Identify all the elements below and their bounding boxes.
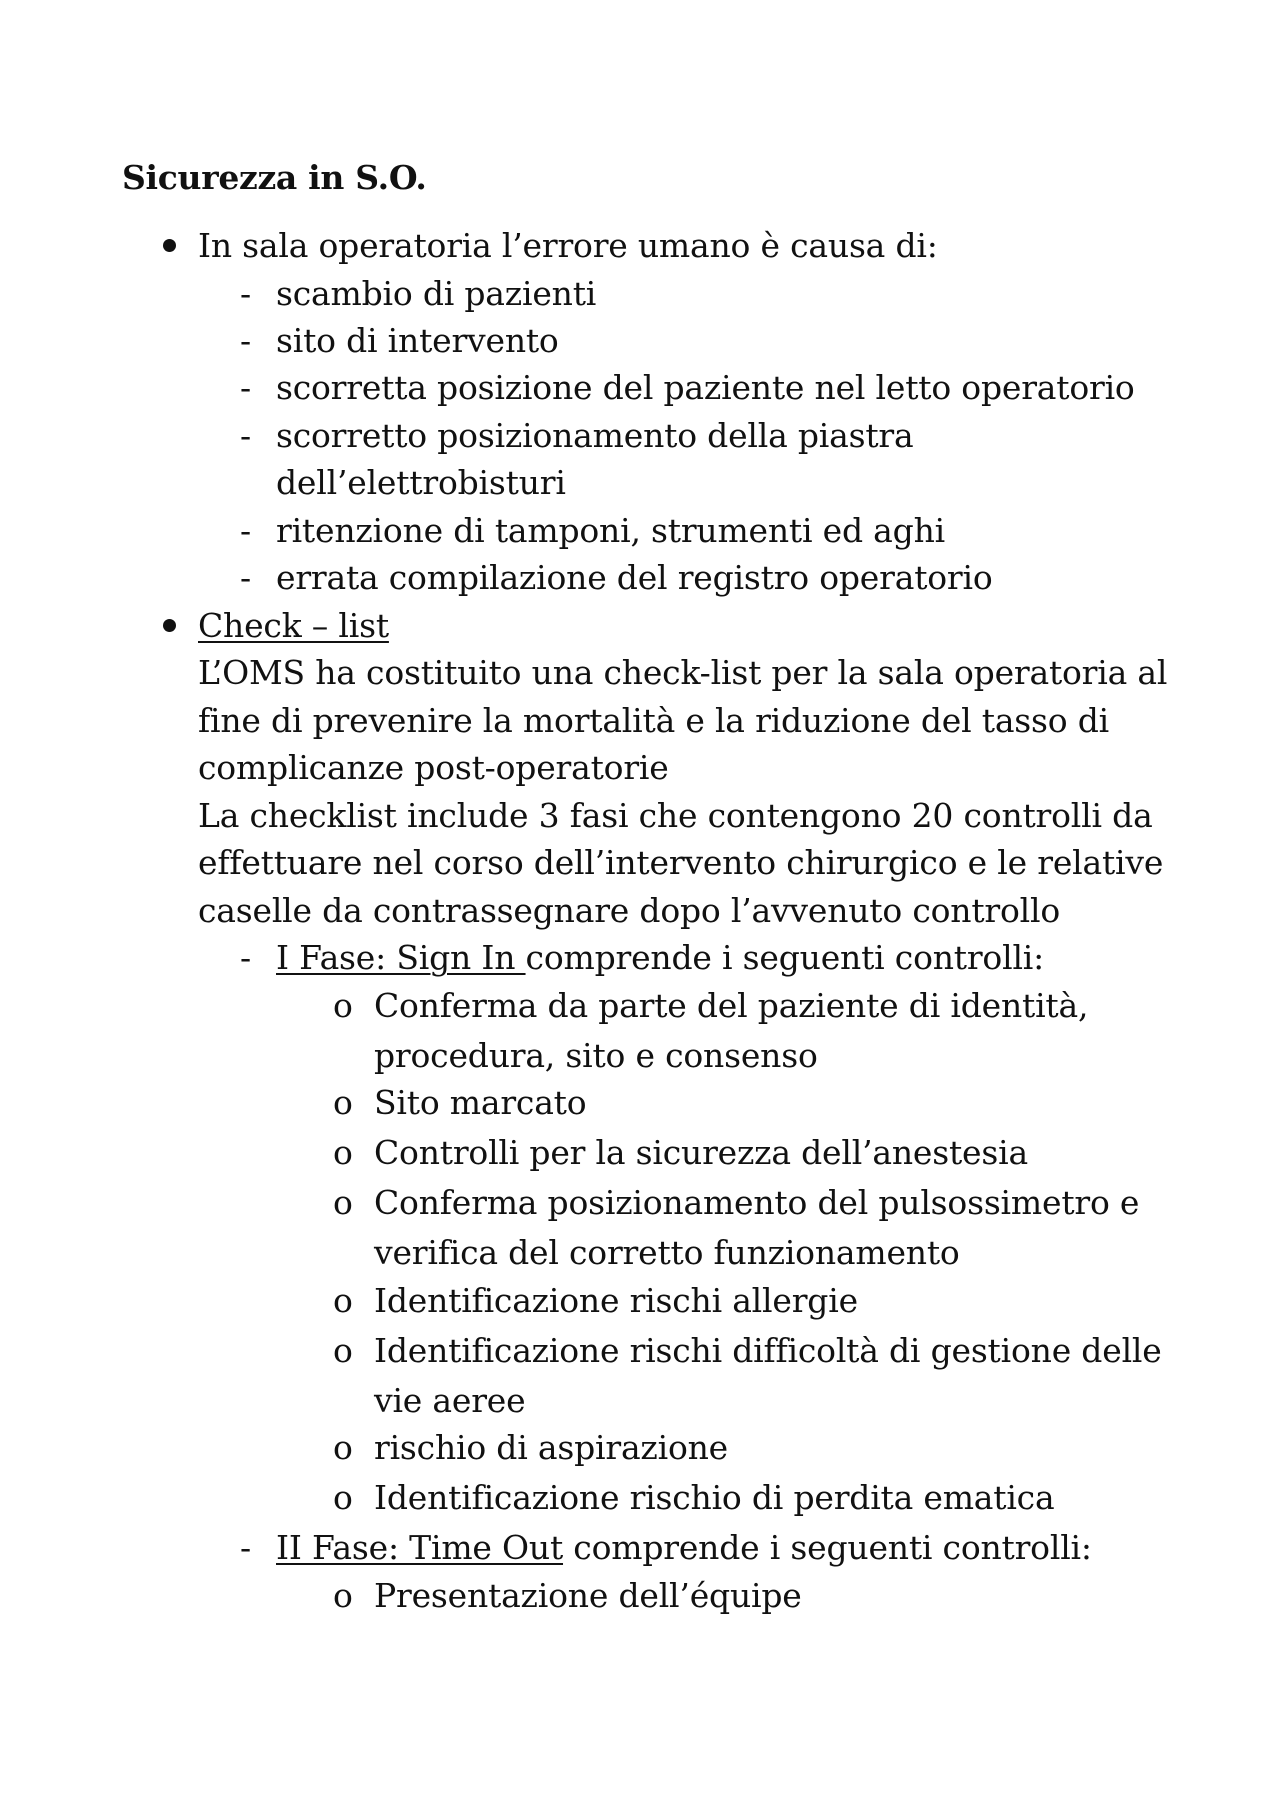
dash-marker: - [240,511,252,550]
phase-2-label: II Fase: Time Out [276,1528,564,1567]
paragraph-line: La checklist include 3 fasi che contengono 20 controlli da [198,796,1153,835]
circle-marker: o [333,1281,353,1320]
dash-marker: - [240,938,252,977]
sub-item: rischio di aspirazione [374,1428,729,1467]
list-item: scorretto posizionamento della piastra [276,416,914,455]
list-item: sito di intervento [276,321,559,360]
list-item: scorretta posizione del paziente nel letto operatorio [276,368,1135,407]
circle-marker: o [333,1576,353,1615]
circle-marker: o [333,986,353,1025]
dash-marker: - [240,274,252,313]
dash-marker: - [240,558,252,597]
list-item: ritenzione di tamponi, strumenti ed aghi [276,511,945,550]
sub-item: Conferma da parte del paziente di identità, [374,986,1089,1025]
circle-marker: o [333,1083,353,1122]
circle-marker: o [333,1331,353,1370]
sub-item: Presentazione dell’équipe [374,1576,802,1615]
paragraph-line: L’OMS ha costituito una check-list per la sala operatoria al [198,653,1168,692]
list-item: scambio di pazienti [276,274,597,313]
circle-marker: o [333,1478,353,1517]
paragraph-line: fine di prevenire la mortalità e la riduzione del tasso di [198,701,1109,740]
sub-item: Sito marcato [374,1083,587,1122]
sub-item: Controlli per la sicurezza dell’anestesia [374,1133,1028,1172]
phase-2-line [276,1528,1092,1568]
bullet-dot [163,619,176,632]
sub-item: Identificazione rischi difficoltà di gestione delle [374,1331,1162,1370]
sub-item: Conferma posizionamento del pulsossimetro e [374,1183,1140,1222]
list-item: errata compilazione del registro operatorio [276,558,993,597]
phase-2-rest: comprende i seguenti controlli: [563,1528,1092,1567]
list-item-continuation: dell’elettrobisturi [276,463,566,502]
page-title: Sicurezza in S.O. [122,158,427,197]
phase-1-label: I Fase: Sign In [276,938,526,977]
paragraph-line: complicanze post-operatorie [198,748,669,787]
circle-marker: o [333,1428,353,1467]
paragraph-line: caselle da contrassegnare dopo l’avvenuto controllo [198,891,1061,930]
sub-item: Identificazione rischio di perdita ematica [374,1478,1055,1517]
dash-marker: - [240,368,252,407]
phase-1-line [276,938,1044,978]
dash-marker: - [240,321,252,360]
circle-marker: o [333,1133,353,1172]
checklist-heading: Check – list [198,606,389,645]
phase-1-rest: comprende i seguenti controlli: [525,938,1045,977]
sub-item: Identificazione rischi allergie [374,1281,858,1320]
sub-item-continuation: vie aeree [374,1381,526,1420]
bullet-text: In sala operatoria l’errore umano è causa di: [198,226,938,265]
paragraph-line: effettuare nel corso dell’intervento chirurgico e le relative [198,843,1164,882]
dash-marker: - [240,416,252,455]
dash-marker: - [240,1528,252,1567]
sub-item-continuation: procedura, sito e consenso [374,1036,818,1075]
bullet-dot [163,239,176,252]
sub-item-continuation: verifica del corretto funzionamento [374,1233,960,1272]
circle-marker: o [333,1183,353,1222]
